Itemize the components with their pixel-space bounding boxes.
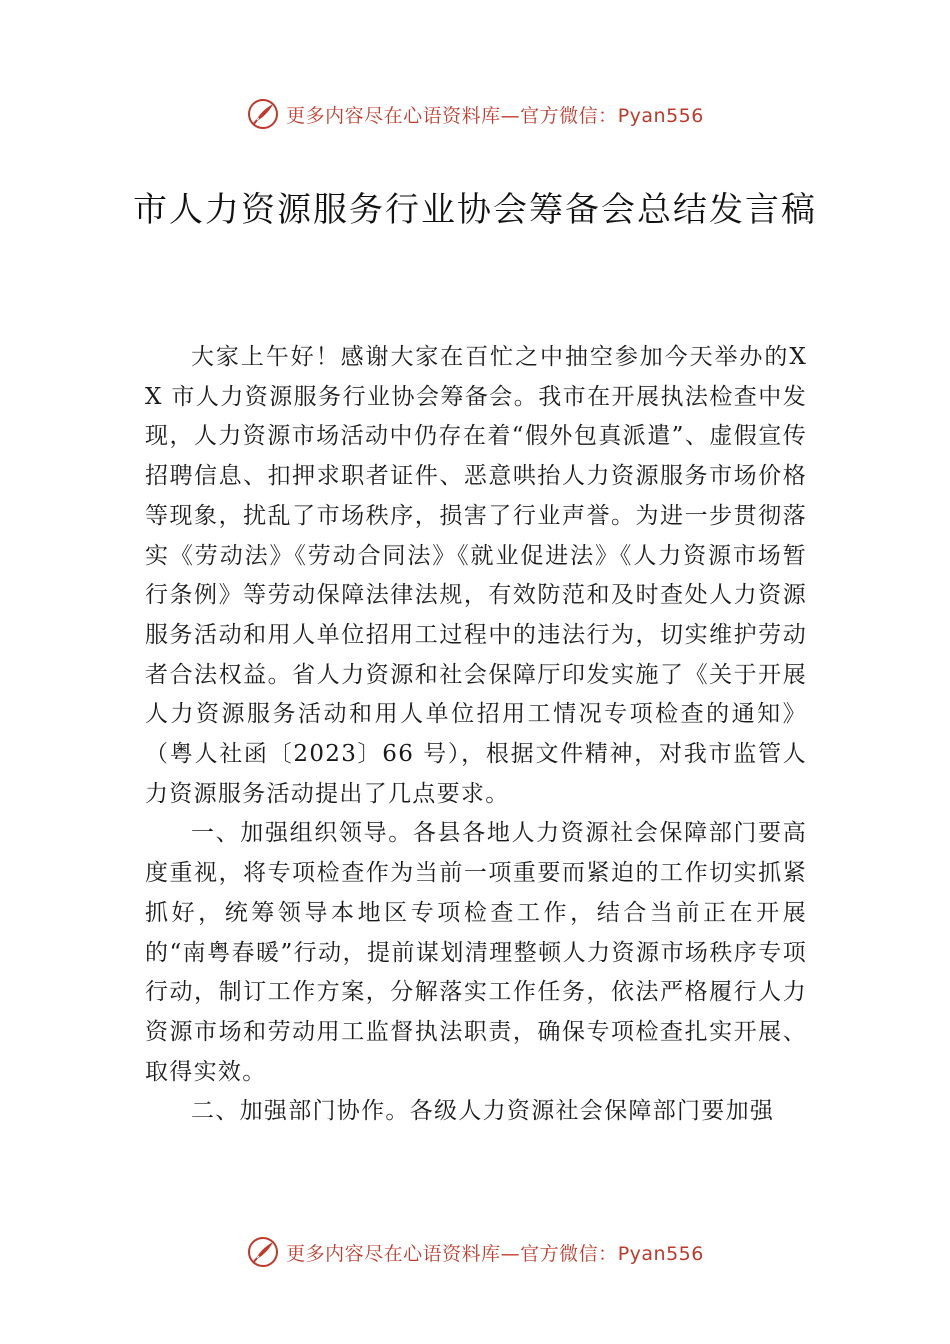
paragraph-intro: 大家上午好！感谢大家在百忙之中抽空参加今天举办的XX 市人力资源服务行业协会筹备会。我市在开展执法检查中发现，人力资源市场活动中仍存在着“假外包真派遣”、虚假宣传招聘信息、扣押求职者证件、恶意哄抬人力资源服务市场价格等现象，扰乱了市场秩序，损害了行业声誉。为进一步贯彻落实《劳动法》《劳动合同法》《就业促进法》《人力资源市场暂行条例》等劳动保障法律法规，有效防范和及时查处人力资源服务活动和用人单位招用工过程中的违法行为，切实维护劳动者合法权益。省人力资源和社会保障厅印发实施了《关于开展人力资源服务活动和用人单位招用工情况专项检查的通知》（粤人社函〔2023〕66 号），根据文件精神，对我市监管人力资源服务活动提出了几点要求。 — [145, 344, 807, 807]
feather-pen-logo-icon — [246, 1235, 280, 1269]
header-banner — [0, 94, 950, 134]
banner-text — [286, 1239, 704, 1266]
banner-wechat-id: Pyan556 — [617, 1242, 704, 1265]
footer-banner — [0, 1232, 950, 1272]
paragraph-point-2: 二、加强部门协作。各级人力资源社会保障部门要加强 — [191, 1098, 775, 1125]
feather-pen-logo-icon — [246, 97, 280, 131]
banner-separator: — — [500, 104, 521, 127]
banner-separator: — — [500, 1242, 521, 1265]
banner-wechat-id: Pyan556 — [617, 104, 704, 127]
document-body — [145, 338, 807, 1132]
document-title: 市人力资源服务行业协会筹备会总结发言稿 — [133, 190, 817, 230]
banner-wechat-label: 官方微信： — [520, 104, 618, 127]
banner-slogan: 更多内容尽在心语资料库 — [286, 104, 501, 127]
banner-wechat-label: 官方微信： — [520, 1242, 618, 1265]
banner-slogan: 更多内容尽在心语资料库 — [286, 1242, 501, 1265]
paragraph-point-1: 一、加强组织领导。各县各地人力资源社会保障部门要高度重视，将专项检查作为当前一项重要而紧迫的工作切实抓紧抓好，统筹领导本地区专项检查工作，结合当前正在开展的“南粤春暖”行动，提前谋划清理整顿人力资源市场秩序专项行动，制订工作方案，分解落实工作任务，依法严格履行人力资源市场和劳动用工监督执法职责，确保专项检查扎实开展、取得实效。 — [145, 820, 807, 1085]
banner-text — [286, 101, 704, 128]
